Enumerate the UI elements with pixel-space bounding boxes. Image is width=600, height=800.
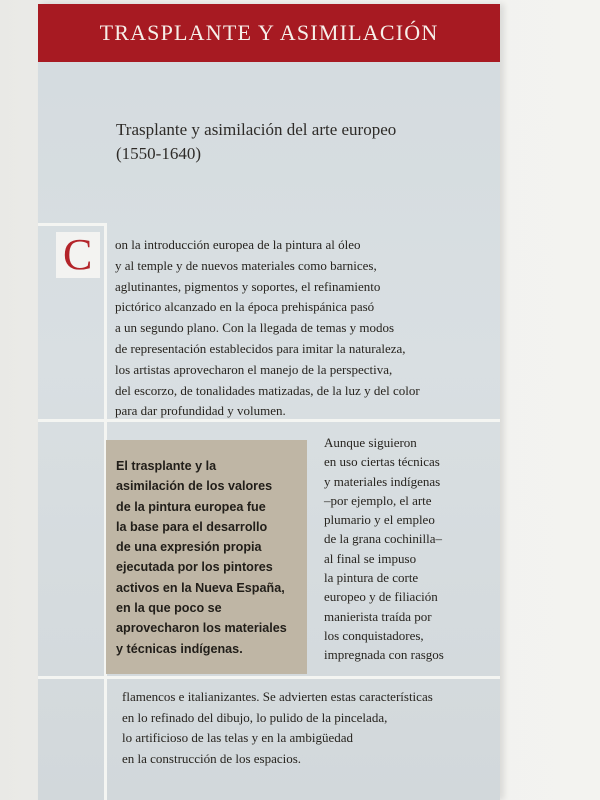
text-line: la pintura de corte bbox=[324, 570, 419, 586]
text-line: pictórico alcanzado en la época prehispánica pasó bbox=[115, 299, 375, 315]
text-line: manierista traída por bbox=[324, 608, 432, 624]
text-line: –por ejemplo, el arte bbox=[324, 492, 432, 508]
text-line: aprovecharon los materiales bbox=[116, 621, 287, 636]
text-line: Aunque siguieron bbox=[324, 435, 417, 450]
text-line: y al temple y de nuevos materiales como barnices, bbox=[115, 257, 377, 273]
text-line: asimilación de los valores bbox=[116, 479, 273, 494]
text-line: de una expresión propia bbox=[116, 540, 262, 555]
text-line: plumario y el empleo bbox=[324, 512, 435, 528]
text-line: en la que poco se bbox=[116, 601, 222, 616]
exhibit-panel bbox=[38, 4, 500, 800]
highlight-text bbox=[116, 456, 311, 659]
text-line: ejecutada por los pintores bbox=[116, 560, 273, 575]
title-banner bbox=[38, 4, 500, 62]
intro-paragraph bbox=[115, 235, 485, 422]
text-line: de la pintura europea fue bbox=[116, 499, 266, 514]
rule-horizontal-top bbox=[38, 223, 107, 226]
rule-horizontal-low bbox=[38, 676, 500, 679]
text-line: on la introducción europea de la pintura al óleo bbox=[115, 237, 361, 252]
subtitle-dates: (1550-1640) bbox=[116, 144, 201, 163]
text-line: aglutinantes, pigmentos y soportes, el refinamiento bbox=[115, 278, 381, 294]
text-line: de representación establecidos para imitar la naturaleza, bbox=[115, 340, 406, 356]
text-line: la base para el desarrollo bbox=[116, 519, 268, 534]
text-line: del escorzo, de tonalidades matizadas, de la luz y del color bbox=[115, 382, 420, 398]
text-line: a un segundo plano. Con la llegada de temas y modos bbox=[115, 320, 395, 336]
side-paragraph bbox=[324, 433, 496, 665]
text-line: en la construcción de los espacios. bbox=[122, 750, 302, 766]
text-line: flamencos e italianizantes. Se advierten estas características bbox=[122, 689, 433, 704]
closing-paragraph bbox=[122, 687, 492, 769]
text-line: en uso ciertas técnicas bbox=[324, 454, 440, 470]
subtitle-line: Trasplante y asimilación del arte europeo bbox=[116, 120, 397, 139]
text-line: para dar profundidad y volumen. bbox=[115, 403, 286, 419]
text-line: en lo refinado del dibujo, lo pulido de la pincelada, bbox=[122, 709, 388, 725]
text-line: al final se impuso bbox=[324, 550, 417, 566]
text-line: los conquistadores, bbox=[324, 627, 424, 643]
banner-title: TRASPLANTE Y ASIMILACIÓN bbox=[99, 20, 439, 45]
text-line: europeo y de filiación bbox=[324, 589, 438, 605]
rule-vertical-top bbox=[104, 223, 107, 419]
drop-cap: C bbox=[63, 230, 93, 279]
text-line: impregnada con rasgos bbox=[324, 647, 444, 663]
text-line: El trasplante y la bbox=[116, 459, 217, 473]
text-line: y técnicas indígenas. bbox=[116, 641, 243, 656]
text-line: activos en la Nueva España, bbox=[116, 580, 285, 595]
text-line: de la grana cochinilla– bbox=[324, 531, 443, 547]
text-line: y materiales indígenas bbox=[324, 473, 441, 489]
text-line: los artistas aprovecharon el manejo de la perspectiva, bbox=[115, 361, 393, 377]
panel-subtitle bbox=[116, 118, 466, 166]
text-line: lo artificioso de las telas y en la ambigüedad bbox=[122, 730, 354, 746]
